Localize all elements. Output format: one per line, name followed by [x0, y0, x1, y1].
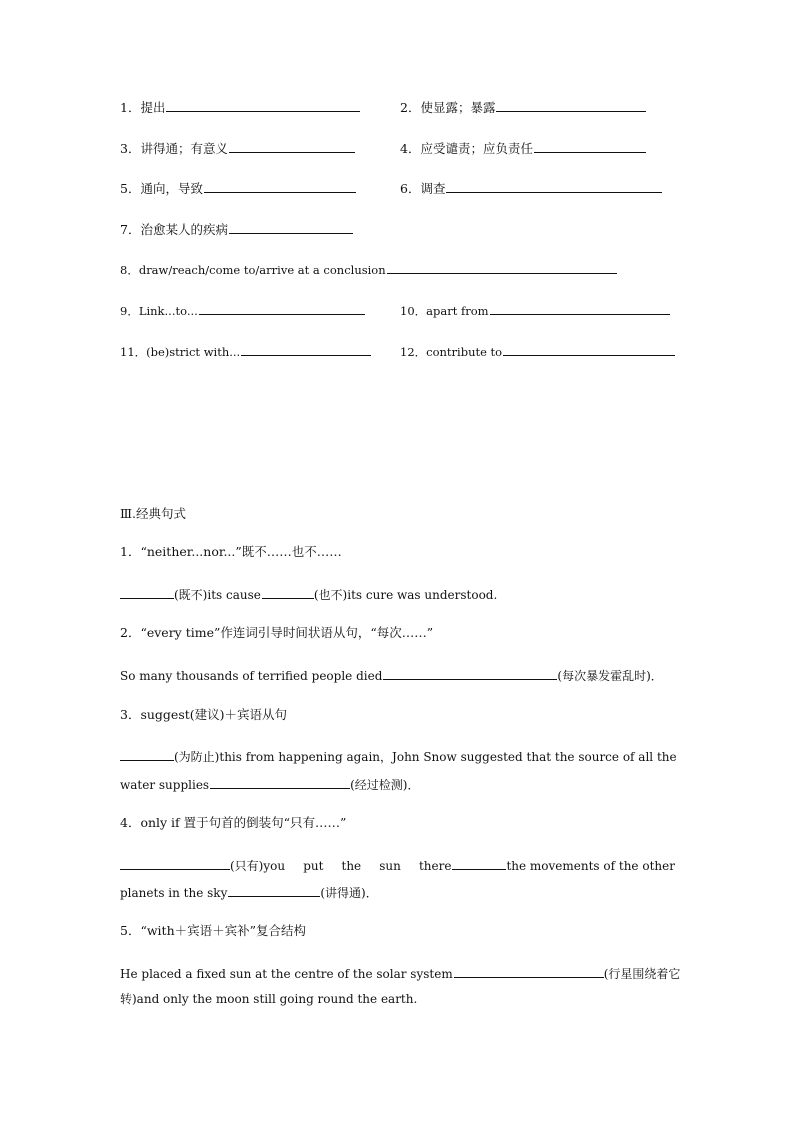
pattern-title: “neither...nor...”既不……也不……: [140, 544, 342, 559]
vocab-item-1: [120, 98, 360, 116]
item-number: 5．: [120, 181, 141, 196]
answer-blank[interactable]: [454, 964, 604, 978]
item-text: 讲得通；有意义: [140, 141, 228, 156]
answer-blank[interactable]: [120, 585, 174, 599]
answer-blank[interactable]: [387, 260, 617, 274]
section-heading: Ⅲ.经典句式: [120, 506, 187, 521]
item-text: 提出: [140, 100, 166, 115]
sentence-text: this from happening again，John Snow suggested that the source of all the: [219, 750, 677, 764]
pattern-3-sentence-line1: [120, 747, 677, 765]
item-number: 9．: [120, 304, 139, 318]
pattern-title: “with＋宾语＋宾补”复合结构: [140, 923, 307, 938]
pattern-2-sentence: [120, 666, 663, 684]
item-number: 3．: [120, 707, 141, 722]
sentence-text: So many thousands of terrified people died: [120, 669, 383, 683]
sentence-word: there: [418, 859, 452, 873]
item-text: 通向，导致: [140, 181, 203, 196]
item-number: 10．: [400, 304, 427, 318]
item-number: 8．: [120, 263, 139, 277]
vocab-item-7: [120, 220, 353, 238]
answer-blank[interactable]: [446, 179, 662, 193]
pattern-5-title: [120, 923, 306, 939]
item-number: 4．: [120, 815, 141, 830]
answer-blank[interactable]: [229, 220, 353, 234]
item-number: 3．: [120, 141, 141, 156]
item-text: draw/reach/come to/arrive at a conclusion: [138, 263, 386, 277]
vocab-item-4: [400, 139, 646, 157]
sentence-text: He placed a fixed sun at the centre of the solar system: [120, 967, 453, 981]
hint: (每次暴发霍乱时)．: [557, 669, 663, 683]
answer-blank[interactable]: [204, 179, 356, 193]
hint: (讲得通)．: [320, 886, 378, 900]
fragment: [120, 856, 285, 874]
answer-blank[interactable]: [496, 98, 646, 112]
pattern-5-sentence-line1: [120, 964, 680, 982]
sentence-text: its cure was understood.: [347, 588, 498, 602]
vocab-item-11: [120, 342, 371, 360]
item-text: Link...to...: [138, 304, 198, 318]
vocab-item-3: [120, 139, 355, 157]
pattern-5-sentence-line2: 转)and only the moon still going round the earth.: [120, 992, 418, 1006]
pattern-3-title: [120, 707, 287, 723]
item-text: 应受谴责；应负责任: [420, 141, 533, 156]
vocab-item-2: [400, 98, 646, 116]
pattern-4-sentence-line1: [120, 856, 675, 874]
pattern-title: only if 置于句首的倒装句“只有……”: [140, 815, 347, 830]
hint: (也不): [313, 588, 348, 602]
hint: (为防止): [174, 750, 220, 764]
answer-blank[interactable]: [228, 883, 320, 897]
item-number: 2．: [400, 100, 421, 115]
hint: (经过检测)．: [350, 778, 420, 792]
sentence-word: you: [263, 859, 286, 873]
hint: (既不): [174, 588, 208, 602]
item-text: apart from: [426, 304, 489, 318]
item-number: 1．: [120, 100, 141, 115]
fragment: [419, 856, 675, 874]
item-number: 2．: [120, 625, 141, 640]
sentence-word: put: [303, 859, 324, 873]
item-number: 5．: [120, 923, 141, 938]
item-number: 11．: [120, 345, 147, 359]
item-number: 12．: [400, 345, 427, 359]
pattern-3-sentence-line2: [120, 775, 419, 793]
answer-blank[interactable]: [199, 301, 365, 315]
vocab-item-10: [400, 301, 670, 319]
item-text: 治愈某人的疾病: [140, 222, 228, 237]
pattern-4-sentence-line2: [120, 883, 378, 901]
sentence-word: the: [341, 859, 362, 873]
answer-blank[interactable]: [120, 856, 230, 870]
pattern-4-title: [120, 815, 346, 831]
item-number: 1．: [120, 544, 141, 559]
answer-blank[interactable]: [241, 342, 371, 356]
answer-blank[interactable]: [452, 856, 506, 870]
answer-blank[interactable]: [229, 139, 355, 153]
pattern-title: suggest(建议)＋宾语从句: [140, 707, 288, 722]
vocab-item-5: [120, 179, 356, 197]
item-text: (be)strict with...: [146, 345, 241, 359]
sentence-word: sun: [379, 859, 401, 873]
hint: (行星围绕着它: [603, 967, 681, 981]
sentence-text: the movements of the other: [506, 859, 675, 873]
sentence-text: its cause: [207, 588, 261, 602]
hint: (只有): [230, 859, 264, 873]
vocab-item-6: [400, 179, 662, 197]
answer-blank[interactable]: [262, 585, 314, 599]
vocab-item-8: [120, 260, 617, 278]
item-text: 调查: [420, 181, 446, 196]
pattern-1-sentence: [120, 585, 497, 603]
pattern-title: “every time”作连词引导时间状语从句，“每次……”: [140, 625, 434, 640]
answer-blank[interactable]: [383, 666, 557, 680]
answer-blank[interactable]: [503, 342, 675, 356]
item-number: 6．: [400, 181, 421, 196]
answer-blank[interactable]: [210, 775, 350, 789]
answer-blank[interactable]: [490, 301, 670, 315]
item-text: 使显露；暴露: [420, 100, 496, 115]
item-text: contribute to: [426, 345, 503, 359]
answer-blank[interactable]: [120, 747, 174, 761]
pattern-1-title: [120, 544, 342, 560]
vocab-item-9: [120, 301, 365, 319]
sentence-text: planets in the sky: [120, 886, 228, 900]
pattern-2-title: [120, 625, 433, 641]
item-number: 4．: [400, 141, 421, 156]
answer-blank[interactable]: [166, 98, 360, 112]
sentence-text: water supplies: [120, 778, 210, 792]
vocab-item-12: [400, 342, 675, 360]
item-number: 7．: [120, 222, 141, 237]
answer-blank[interactable]: [534, 139, 646, 153]
